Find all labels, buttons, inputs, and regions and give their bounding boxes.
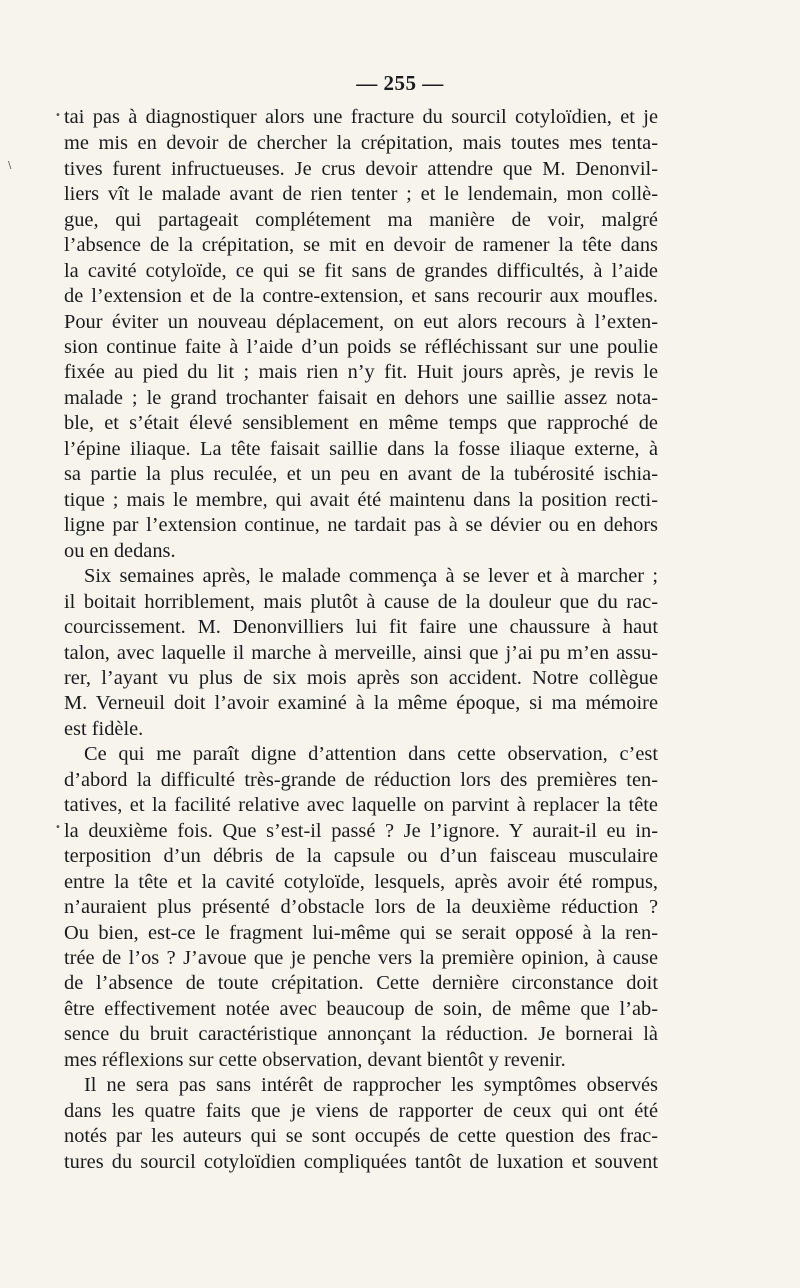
page-number: — 255 — — [356, 71, 444, 95]
text-line: la cavité cotyloïde, ce qui se fit sans de grandes difficultés, à l’aide — [64, 260, 658, 282]
text-line: terposition d’un débris de la capsule ou d’un faisceau musculaire — [64, 845, 658, 867]
text-line: Pour éviter un nouveau déplacement, on eut alors recours à l’exten- — [64, 311, 658, 333]
text-line: liers vît le malade avant de rien tenter ; et le lendemain, mon collè- — [64, 183, 658, 205]
text-line: fixée au pied du lit ; mais rien n’y fit. Huit jours après, je revis le — [64, 361, 658, 383]
text-line: dans les quatre faits que je viens de rapporter de ceux qui ont été — [64, 1100, 658, 1122]
text-line: la deuxième fois. Que s’est-il passé ? Je l’ignore. Y aurait-il eu in- — [64, 820, 658, 842]
text-line: il boitait horriblement, mais plutôt à cause de la douleur que du rac- — [64, 591, 658, 613]
text-line: talon, avec laquelle il marche à merveille, ainsi que j’ai pu m’en assu- — [64, 642, 658, 664]
text-line: est fidèle. — [64, 718, 144, 740]
text-line: me mis en devoir de chercher la crépitation, mais toutes mes tenta- — [64, 132, 658, 154]
text-line: Ou bien, est-ce le fragment lui-même qui se serait opposé à la ren- — [64, 922, 658, 944]
text-line: sa partie la plus reculée, et un peu en avant de la tubérosité ischia- — [64, 463, 658, 485]
text-line: notés par les auteurs qui se sont occupés de cette question des frac- — [64, 1125, 658, 1147]
text-line: ou en dedans. — [64, 540, 176, 562]
text-line: ligne par l’extension continue, ne tardait pas à se dévier ou en dehors — [64, 514, 658, 536]
text-line: courcissement. M. Denonvilliers lui fit faire une chaussure à haut — [64, 616, 658, 638]
text-line: trée de l’os ? J’avoue que je penche vers la première opinion, à cause — [64, 947, 658, 969]
text-line: d’abord la difficulté très-grande de réduction lors des premières ten- — [64, 769, 658, 791]
text-line: être effectivement notée avec beaucoup de soin, de même que l’ab- — [64, 998, 658, 1020]
text-line: Il ne sera pas sans intérêt de rapprocher les symptômes observés — [84, 1074, 658, 1096]
text-line: rer, l’ayant vu plus de six mois après son accident. Notre collègue — [64, 667, 658, 689]
text-line: tatives, et la facilité relative avec laquelle on parvint à replacer la tête — [64, 794, 658, 816]
text-line: tai pas à diagnostiquer alors une fracture du sourcil cotyloïdien, et je — [64, 106, 658, 128]
text-line: tique ; mais le membre, qui avait été maintenu dans la position recti- — [64, 489, 658, 511]
margin-mark: \ — [8, 160, 12, 171]
text-line: malade ; le grand trochanter faisait en dehors une saillie assez nota- — [64, 387, 658, 409]
text-line: sence du bruit caractéristique annonçant la réduction. Je bornerai là — [64, 1023, 658, 1045]
text-line: Six semaines après, le malade commença à se lever et à marcher ; — [84, 565, 658, 587]
margin-dot: • — [55, 110, 61, 121]
text-line: M. Verneuil doit l’avoir examiné à la même époque, si ma mémoire — [64, 692, 658, 714]
text-line: entre la tête et la cavité cotyloïde, lesquels, après avoir été rompus, — [64, 871, 658, 893]
text-line: de l’extension et de la contre-extension, et sans recourir aux moufles. — [64, 285, 658, 307]
text-line: tures du sourcil cotyloïdien compliquées tantôt de luxation et souvent — [64, 1151, 658, 1173]
margin-dot: • — [55, 822, 61, 833]
text-line: l’épine iliaque. La tête faisait saillie dans la fosse iliaque externe, à — [64, 438, 658, 460]
text-line: n’auraient plus présenté d’obstacle lors de la deuxième réduction ? — [64, 896, 658, 918]
text-line: tives furent infructueuses. Je crus devoir attendre que M. Denonvil- — [64, 158, 658, 180]
text-line: ble, et s’était élevé sensiblement en même temps que rapproché de — [64, 412, 658, 434]
text-line: sion continue faite à l’aide d’un poids se réfléchissant sur une poulie — [64, 336, 658, 358]
text-line: mes réflexions sur cette observation, devant bientôt y revenir. — [64, 1049, 566, 1071]
text-line: Ce qui me paraît digne d’attention dans cette observation, c’est — [84, 743, 658, 765]
text-line: l’absence de la crépitation, se mit en devoir de ramener la tête dans — [64, 234, 658, 256]
text-line: de l’absence de toute crépitation. Cette dernière circonstance doit — [64, 972, 658, 994]
text-line: gue, qui partageait complétement ma manière de voir, malgré — [64, 209, 658, 231]
